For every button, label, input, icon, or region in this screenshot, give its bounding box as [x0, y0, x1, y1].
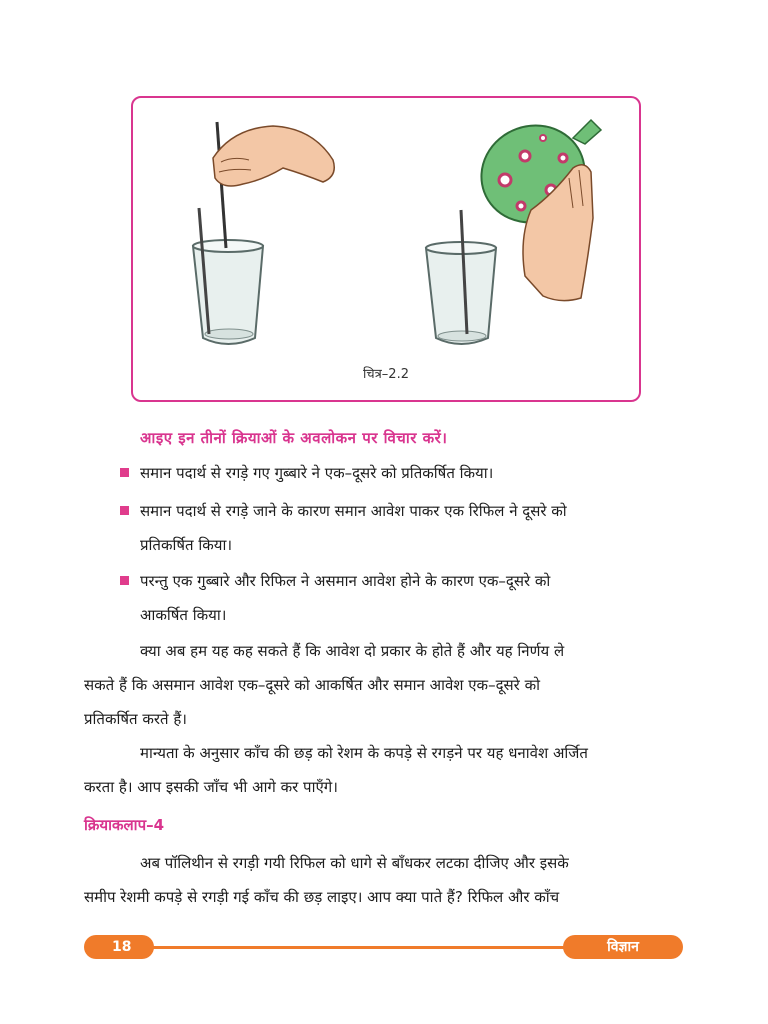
- bullet-line: समान पदार्थ से रगड़े जाने के कारण समान आवेश पाकर एक रिफिल ने दूसरे को: [140, 502, 567, 520]
- figure-caption: चित्र–2.2: [363, 367, 409, 382]
- bullet-line: प्रतिकर्षित किया।: [140, 536, 233, 554]
- page-number: 18: [84, 935, 154, 959]
- subject-label: विज्ञान: [563, 935, 683, 959]
- left-hand: [213, 126, 334, 186]
- paragraph-line: क्या अब हम यह कह सकते हैं कि आवेश दो प्रकार के होते हैं और यह निर्णय ले: [140, 642, 565, 660]
- observation-heading: आइए इन तीनों क्रियाओं के अवलोकन पर विचार करें।: [140, 429, 448, 447]
- paragraph-3: [84, 846, 684, 914]
- paragraph-line: मान्यता के अनुसार काँच की छड़ को रेशम के कपड़े से रगड़ने पर यह धनावेश अर्जित: [140, 744, 588, 762]
- bullet-line: आकर्षित किया।: [140, 606, 227, 624]
- right-glass: [426, 210, 496, 344]
- paragraph-line: करता है। आप इसकी जाँच भी आगे कर पाएँगे।: [84, 778, 338, 796]
- bullet-square-icon: [120, 576, 129, 585]
- paragraph-line: अब पॉलिथीन से रगड़ी गयी रिफिल को धागे से बाँधकर लटका दीजिए और इसके: [140, 854, 569, 872]
- bullet-square-icon: [120, 506, 129, 515]
- footer-divider: [150, 946, 570, 949]
- bullet-line: परन्तु एक गुब्बारे और रिफिल ने असमान आवेश होने के कारण एक–दूसरे को: [140, 572, 551, 590]
- bullet-line: समान पदार्थ से रगड़े गए गुब्बारे ने एक–दूसरे को प्रतिकर्षित किया।: [140, 464, 494, 482]
- paragraph-line: समीप रेशमी कपड़े से रगड़ी गई काँच की छड़ लाइए। आप क्या पाते हैं? रिफिल और काँच: [84, 888, 560, 906]
- paragraph-1: [84, 634, 684, 736]
- figure-box: [131, 96, 641, 402]
- bullet-square-icon: [120, 468, 129, 477]
- paragraph-line: सकते हैं कि असमान आवेश एक–दूसरे को आकर्षित और समान आवेश एक–दूसरे को: [84, 676, 540, 694]
- figure-illustration: [133, 98, 639, 400]
- paragraph-line: प्रतिकर्षित करते हैं।: [84, 710, 187, 728]
- paragraph-2: [84, 736, 684, 804]
- activity-title: क्रियाकलाप–4: [84, 816, 165, 834]
